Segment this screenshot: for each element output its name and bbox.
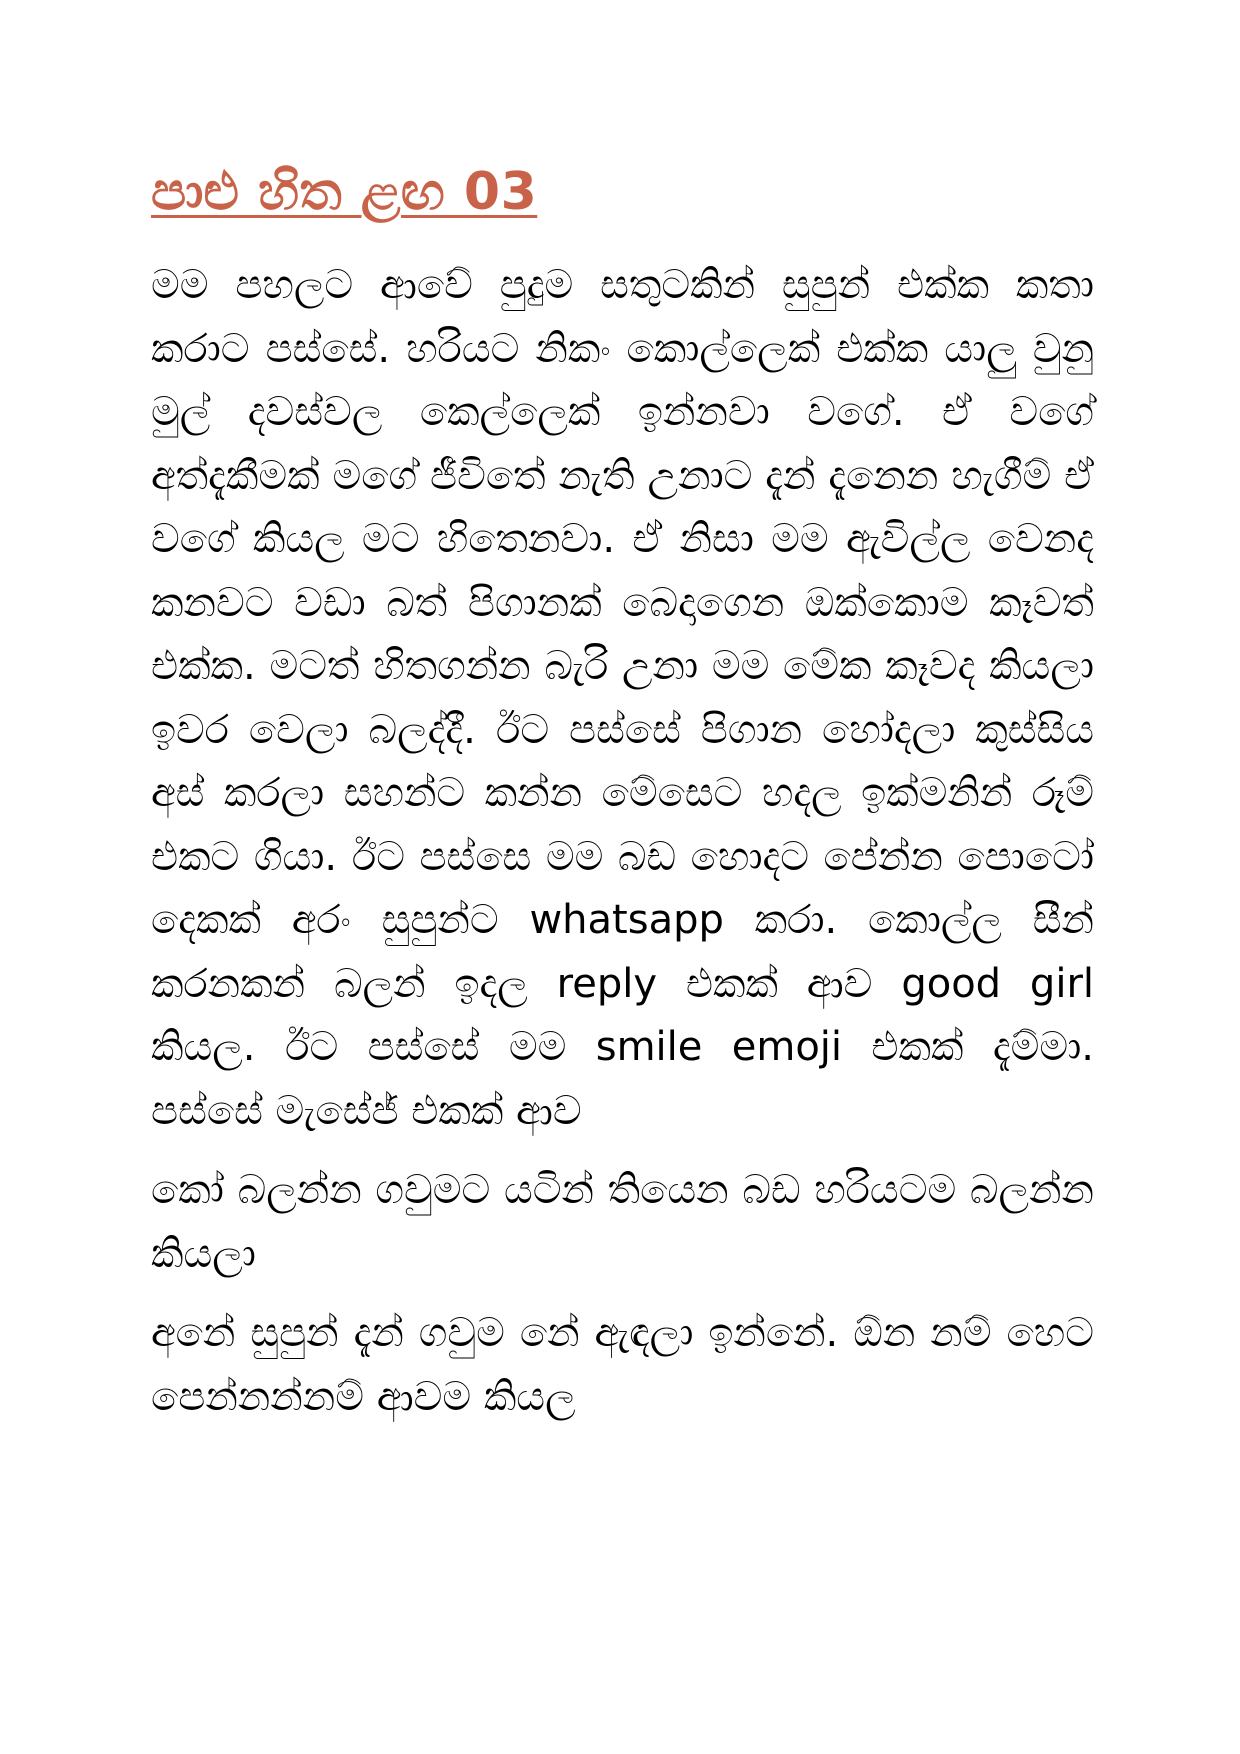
body-paragraph-3: අනේ සුපුන් දැන් ගවුම නේ ඇඳලා ඉන්නේ. ඕන නම් හෙට පෙන්නන්නම් ආවම කියල	[151, 1310, 1094, 1420]
document-title: පාළු හිත ළඟ 03	[151, 162, 538, 222]
document-page	[151, 150, 1094, 1445]
body-paragraph-1: මම පහලට ආවේ පුදුම සතුටකින් සුපුන් එක්ක කතා කරාට පස්සේ. හරියට නිකං කොල්ලෙක් එක්ක යාලු වුනු මුල් දවස්වල කෙල්ලෙක් ඉන්නවා වගේ. ඒ වගේ අත්දැකීමක් මගේ ජීවිතේ නැති උනාට දැන් දැනෙන හැගීම් ඒ වගේ කියල මට හිතෙනවා. ඒ නිසා මම ඇවිල්ල වෙනද කනවට වඩා බත් පිගානක් බෙදාගෙන ඔක්කොම කෑවත් එක්ක. මටත් හිතගන්න බැරි උනා මම මේක කෑවද කියලා ඉවර වෙලා බලද්දී. ඊට පස්සේ පිගාන හෝදලා කුස්සිය අස් කරලා සහන්ට කන්න මේසෙට හදල ඉක්මනින් රූම් එකට ගියා. ඊට පස්සෙ මම බඩ හොදට පේන්න පොටෝ දෙකක් අරං සුපුන්ට whatsapp කරා. කොල්ල සීන් කරනකන් බලන් ඉදල reply එකක් ආව good girl කියල. ඊට පස්සේ මම smile emoji එකක් දැම්මා. පස්සේ මැසේජ් එකක් ආව	[151, 262, 1094, 1134]
body-paragraph-2: කෝ බලන්න ගවුමට යටින් තියෙන බඩ හරියටම බලන්න කියලා	[151, 1167, 1094, 1277]
